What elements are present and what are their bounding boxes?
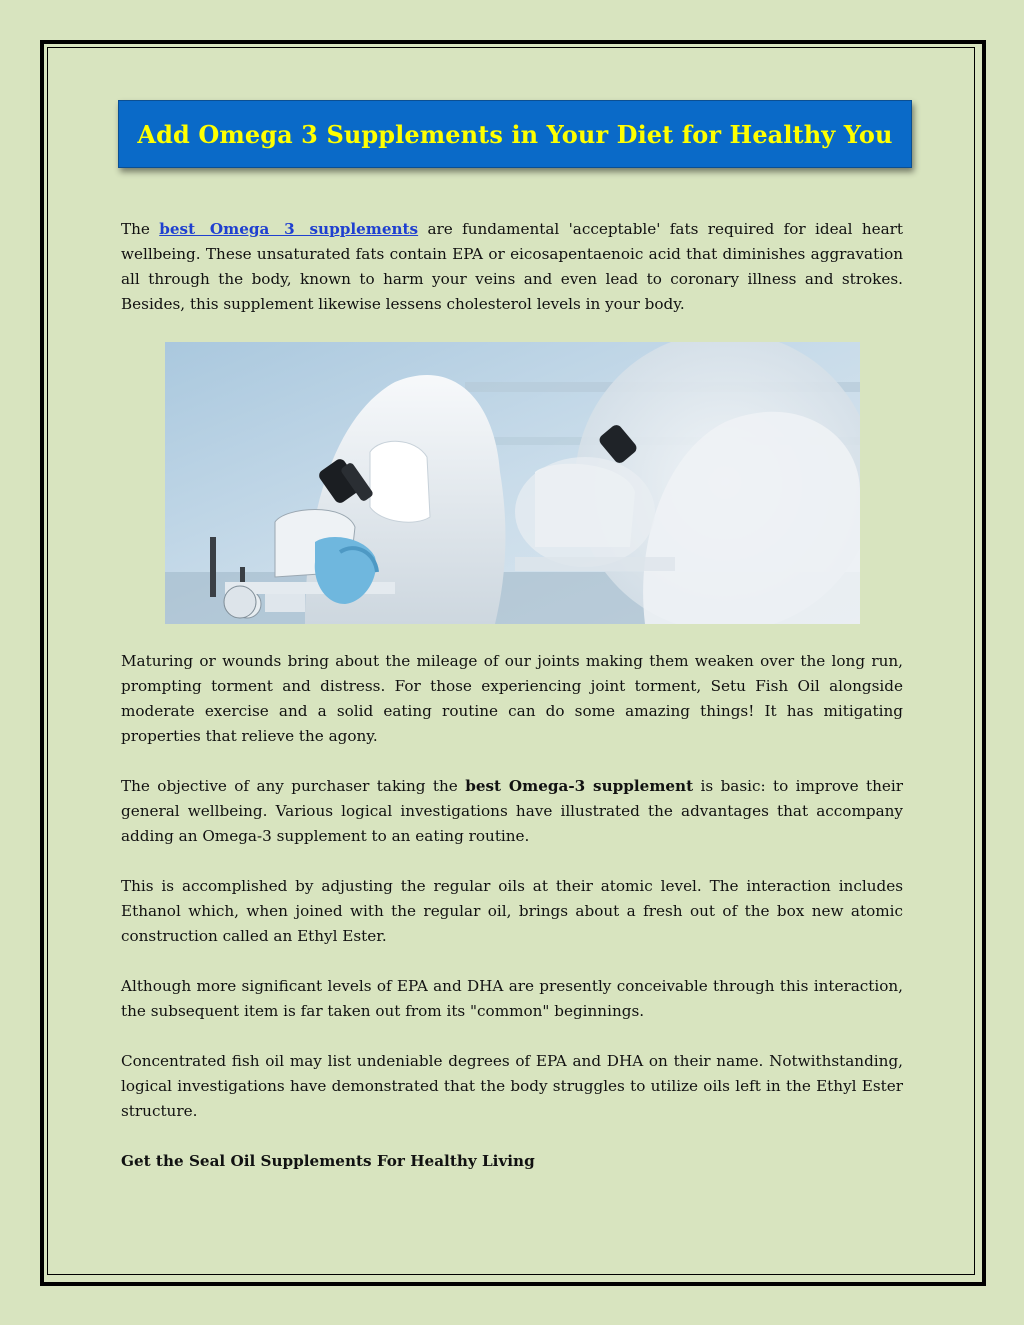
lab-scientists-image (165, 342, 860, 624)
p2-rest: is basic: to improve their general wellbeing. Various logical investigations have illustrated the advantages that accompany adding an Omega-3 supplement to an eating routine. (121, 777, 904, 845)
title-banner (118, 100, 912, 168)
body-section (121, 649, 903, 1174)
p2-lead: The objective of any purchaser taking the (121, 777, 466, 795)
best-omega-3-supplements-link[interactable]: best Omega 3 supplements (159, 220, 419, 238)
paragraph-concentrated: Concentrated fish oil may list undeniable degrees of EPA and DHA on their name. Notwithstanding, logical investigations have demonstrated that the body struggles to utilize oils left in the Ethyl Ester structure. (121, 1052, 903, 1120)
paragraph-objective (121, 774, 903, 849)
intro-rest: are fundamental 'acceptable' fats required for ideal heart wellbeing. These unsaturated fats contain EPA or eicosapentaenoic acid that diminishes aggravation all through the body, known to harm your veins and even lead to coronary illness and strokes. Besides, this supplement likewise lessens cholesterol levels in your body. (121, 220, 903, 313)
paragraph-joints: Maturing or wounds bring about the mileage of our joints making them weaken over the long run, prompting torment and distress. For those experiencing joint torment, Setu Fish Oil alongside moderate exercise and a solid eating routine can do some amazing things! It has mitigating properties that relieve the agony. (121, 652, 903, 745)
intro-section (121, 217, 903, 317)
intro-paragraph (121, 217, 903, 317)
intro-lead: The (121, 220, 160, 238)
paragraph-ethyl-ester: This is accomplished by adjusting the regular oils at their atomic level. The interaction includes Ethanol which, when joined with the regular oil, brings about a fresh out of the box new atomic construction called an Ethyl Ester. (121, 877, 903, 945)
closing-heading: Get the Seal Oil Supplements For Healthy Living (121, 1152, 535, 1170)
lab-photo (165, 342, 860, 624)
p2-bold: best Omega-3 supplement (465, 777, 694, 795)
paragraph-epa-dha: Although more significant levels of EPA and DHA are presently conceivable through this interaction, the subsequent item is far taken out from its "common" beginnings. (121, 977, 903, 1020)
page-title: Add Omega 3 Supplements in Your Diet for Healthy You (137, 119, 893, 149)
